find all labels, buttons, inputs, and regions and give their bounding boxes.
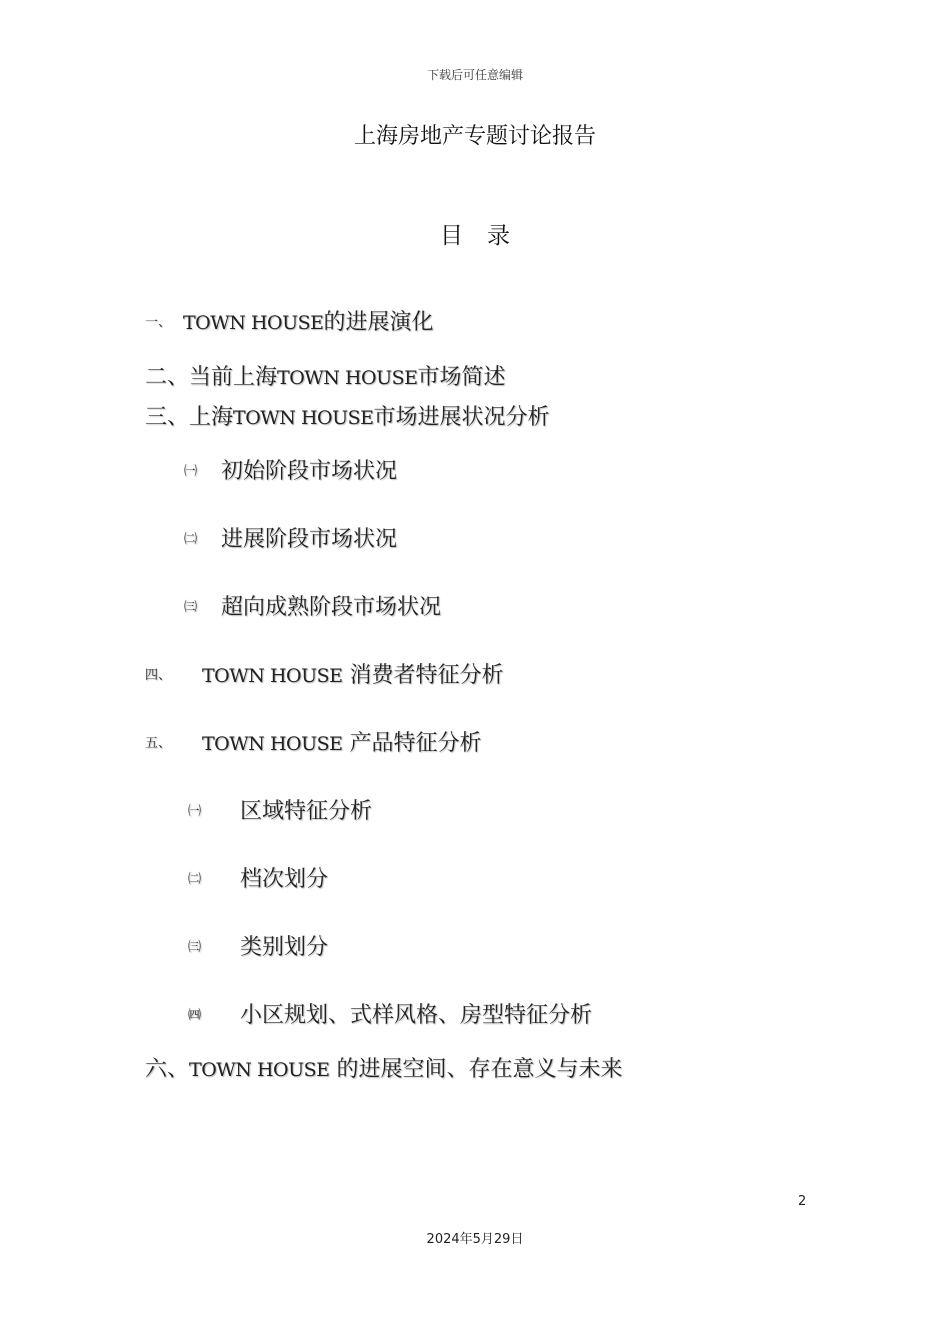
toc-entry-latin-run: TOWN HOUSE [202, 733, 343, 755]
footer-date: 2024年5月29日 [426, 1232, 524, 1247]
toc-entry-3[interactable] [145, 400, 550, 431]
toc-entry-number: ㈡ [184, 532, 198, 547]
toc-heading: 目录 [440, 223, 534, 249]
toc-entry-5-4[interactable] [188, 998, 592, 1029]
toc-entry-number: 五、 [145, 736, 172, 751]
toc-entry-3-1[interactable] [184, 454, 397, 485]
toc-entry-number: ㈠ [188, 804, 202, 819]
toc-entry-number: ㈢ [184, 600, 198, 615]
toc-entry-3-3[interactable] [184, 590, 441, 621]
toc-entry-text: 档次划分 [240, 867, 329, 892]
header-note: 下载后可任意编辑 [426, 68, 523, 82]
toc-entry-text: 当前上海TOWN HOUSE市场简述 [189, 365, 506, 390]
toc-entry-latin-run: TOWN HOUSE [183, 312, 324, 334]
toc-entry-1[interactable] [145, 305, 434, 336]
toc-entry-number: ㈡ [188, 872, 202, 887]
toc-entry-latin-run: TOWN HOUSE [202, 665, 343, 687]
toc-entry-text: TOWN HOUSE 的进展空间、存在意义与未来 [189, 1057, 623, 1082]
document-title: 上海房地产专题讨论报告 [353, 124, 596, 149]
toc-entry-text: 超向成熟阶段市场状况 [221, 595, 442, 620]
toc-entry-5-1[interactable] [188, 794, 372, 825]
toc-entry-text: 进展阶段市场状况 [221, 527, 398, 552]
toc-entry-text: 区域特征分析 [240, 799, 373, 824]
toc-entry-text: TOWN HOUSE 产品特征分析 [202, 731, 482, 756]
toc-entry-latin-run: TOWN HOUSE [277, 367, 418, 389]
toc-entry-number: 六、 [145, 1057, 190, 1082]
toc-entry-number: 四、 [145, 668, 172, 683]
toc-entry-5-2[interactable] [188, 862, 328, 893]
toc-entry-number: ㈣ [188, 1008, 202, 1023]
toc-entry-text: TOWN HOUSE 消费者特征分析 [202, 663, 504, 688]
toc-entry-text: 初始阶段市场状况 [221, 459, 398, 484]
toc-entry-number: ㈢ [188, 940, 202, 955]
toc-entry-number: 二、 [145, 365, 190, 390]
toc-entry-3-2[interactable] [184, 522, 397, 553]
toc-entry-number: 三、 [145, 405, 190, 430]
toc-entry-2[interactable] [145, 360, 506, 391]
page-number: 2 [798, 1194, 807, 1209]
toc-entry-number: ㈠ [184, 464, 198, 479]
toc-entry-text: 上海TOWN HOUSE市场进展状况分析 [189, 405, 550, 430]
toc-entry-text: 小区规划、式样风格、房型特征分析 [240, 1003, 593, 1028]
toc-entry-5-3[interactable] [188, 930, 328, 961]
toc-entry-4[interactable] [145, 658, 504, 689]
toc-entry-6[interactable] [145, 1052, 623, 1083]
toc-entry-5[interactable] [145, 726, 482, 757]
toc-entry-text: 类别划分 [240, 935, 329, 960]
toc-entry-latin-run: TOWN HOUSE [233, 407, 374, 429]
toc-entry-text: TOWN HOUSE的进展演化 [183, 310, 434, 335]
toc-entry-latin-run: TOWN HOUSE [189, 1059, 330, 1081]
toc-entry-number: 一、 [145, 315, 172, 330]
